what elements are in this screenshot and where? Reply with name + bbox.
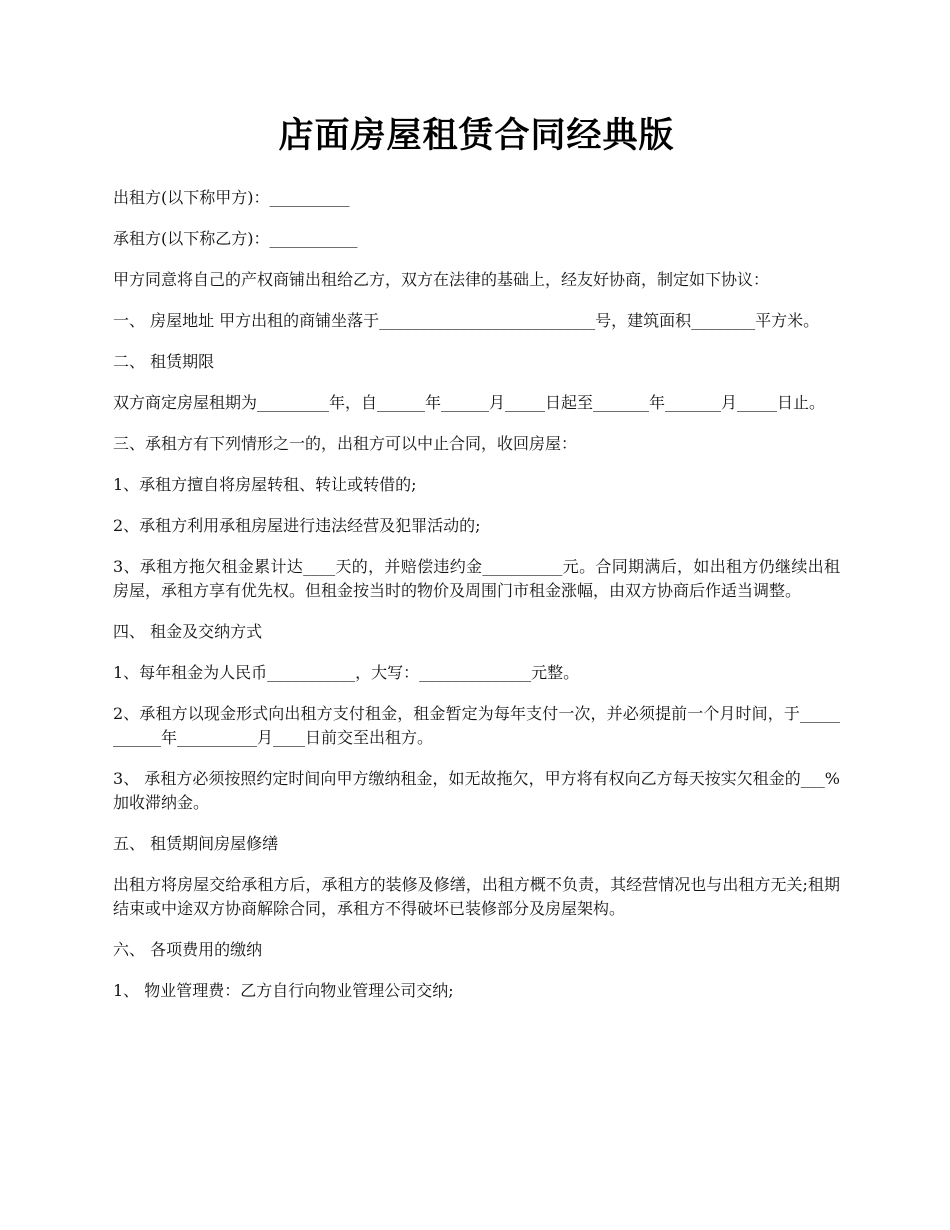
lease-term-clause: 双方商定房屋租期为_________年，自______年______月_____日起至_______年_______月_____日止。 [113, 393, 826, 412]
section-1-address: 一、 房屋地址 甲方出租的商铺坐落于___________________________号，建筑面积________平方米。 [113, 311, 820, 330]
section-4-heading: 四、 租金及交纳方式 [113, 622, 263, 641]
section-6-heading: 六、 各项费用的缴纳 [113, 940, 263, 959]
document-title: 店面房屋租赁合同经典版 [278, 115, 675, 156]
repair-clause: 出租方将房屋交给承租方后，承租方的装修及修缮，出租方概不负责，其经营情况也与出租方无关;租期结束或中途双方协商解除合同，承租方不得破坏已装修部分及房屋架构。 [113, 875, 840, 918]
termination-item-2: 2、承租方利用承租房屋进行违法经营及犯罪活动的; [113, 516, 481, 535]
section-5-heading: 五、 租赁期间房屋修缮 [113, 834, 279, 853]
rent-item-1: 1、每年租金为人民币___________，大写：______________元整。 [113, 663, 580, 682]
section-2-heading: 二、 租赁期限 [113, 352, 215, 371]
section-3-heading: 三、承租方有下列情形之一的，出租方可以中止合同，收回房屋： [113, 434, 578, 453]
fees-item-1: 1、 物业管理费：乙方自行向物业管理公司交纳; [113, 981, 454, 1000]
party-b-line: 承租方(以下称乙方)：___________ [113, 229, 358, 248]
rent-item-3: 3、 承租方必须按照约定时间向甲方缴纳租金，如无故拖欠，甲方将有权向乙方每天按实欠租金的___%加收滞纳金。 [113, 769, 840, 812]
agreement-intro: 甲方同意将自己的产权商铺出租给乙方，双方在法律的基础上，经友好协商，制定如下协议： [113, 270, 770, 289]
termination-item-3: 3、承租方拖欠租金累计达____天的，并赔偿违约金__________元。合同期满后，如出租方仍继续出租房屋，承租方享有优先权。但租金按当时的物价及周围门市租金涨幅，由双方协商后作适当调整。 [113, 557, 840, 600]
party-a-line: 出租方(以下称甲方)：__________ [113, 188, 350, 207]
termination-item-1: 1、承租方擅自将房屋转租、转让或转借的; [113, 475, 417, 494]
rent-item-2: 2、承租方以现金形式向出租方支付租金，租金暂定为每年支付一次，并必须提前一个月时间，于___________年__________月____日前交至出租方。 [113, 704, 840, 747]
